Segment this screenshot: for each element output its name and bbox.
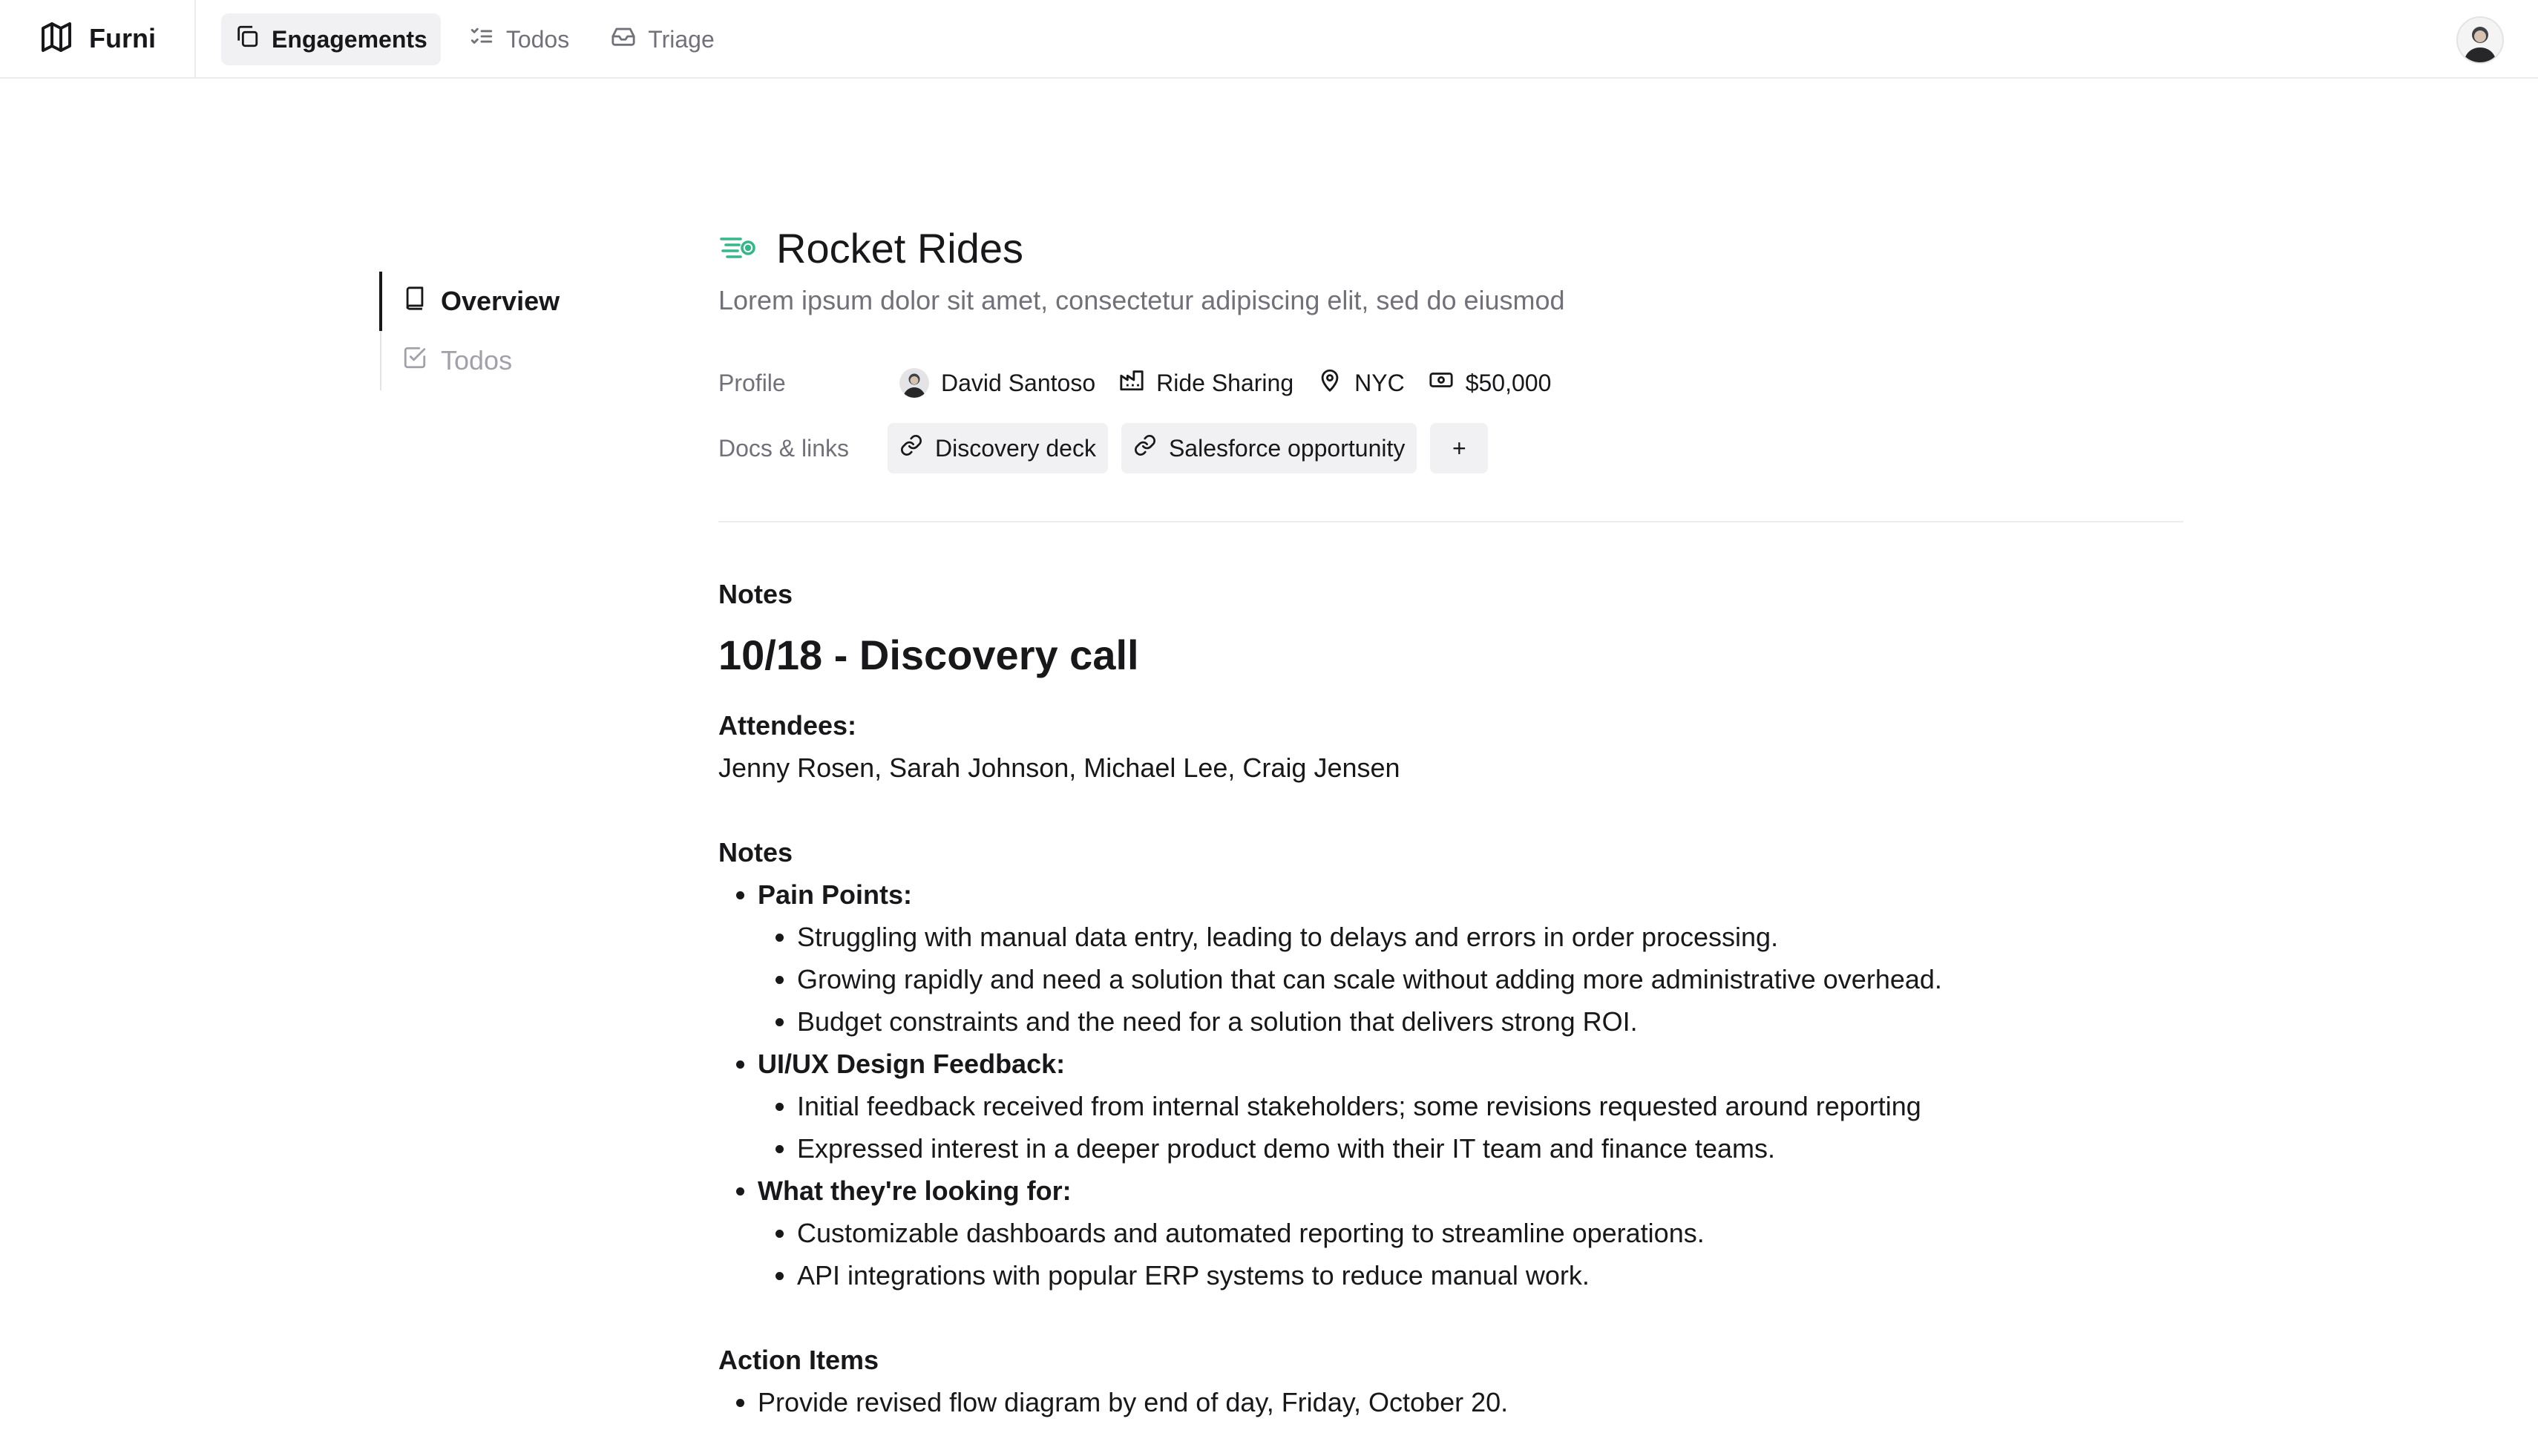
banknote-icon (1429, 367, 1454, 399)
page-sidebar (380, 272, 560, 390)
location-chip[interactable] (1305, 358, 1417, 408)
sidebar-item-todos[interactable] (381, 331, 560, 390)
top-navigation-bar (0, 0, 2538, 79)
map-pin-icon (1317, 367, 1342, 399)
list-item: • API integrations with popular ERP systems to reduce manual work. (797, 1254, 2183, 1296)
profile-properties (888, 358, 1563, 408)
group-title: Pain Points: (758, 879, 913, 910)
square-check-icon (402, 345, 427, 377)
docs-label: Docs & links (718, 434, 850, 462)
user-avatar[interactable] (2456, 16, 2504, 64)
page-subtitle: Lorem ipsum dolor sit amet, consectetur adipiscing elit, sed do eiusmod (718, 285, 1565, 315)
notes-list (718, 873, 2183, 1296)
add-link-button[interactable]: + (1430, 423, 1488, 473)
section-divider (718, 521, 2183, 522)
rocket-speed-icon (718, 232, 757, 265)
attendees-list: Jenny Rosen, Sarah Johnson, Michael Lee, Craig Jensen (718, 752, 1400, 783)
list-item: • Budget constraints and the need for a solution that delivers strong ROI. (797, 1000, 2183, 1043)
action-items-heading: Action Items (718, 1345, 879, 1375)
sidebar-item-label: Todos (441, 345, 513, 376)
owner-name: David Santoso (941, 369, 1096, 396)
link-discovery-deck[interactable] (888, 423, 1108, 473)
notes-heading: 10/18 - Discovery call (718, 632, 1139, 678)
copy-icon (235, 24, 260, 55)
attendees-label: Attendees: (718, 710, 857, 741)
location-value: NYC (1354, 369, 1405, 396)
main-content (718, 220, 2183, 1423)
owner-chip[interactable] (888, 358, 1107, 408)
nav-todos[interactable] (456, 13, 583, 65)
nav-label: Todos (505, 25, 570, 53)
map-icon (39, 19, 74, 59)
group-title: UI/UX Design Feedback: (758, 1049, 1066, 1079)
list-item (758, 1043, 2183, 1170)
nav-label: Triage (648, 25, 715, 53)
list-item: • Struggling with manual data entry, leading to delays and errors in order processing. (797, 916, 2183, 958)
list-item (758, 873, 2183, 1043)
list-item (758, 1170, 2183, 1296)
main-nav (221, 13, 728, 65)
sidebar-item-overview[interactable] (381, 272, 560, 331)
sub-list (758, 1212, 2183, 1296)
app-name: Furni (89, 23, 156, 53)
list-checks-icon (469, 24, 494, 55)
sidebar-item-label: Overview (441, 286, 560, 316)
profile-row (718, 359, 2183, 407)
book-icon (402, 286, 427, 318)
amount-chip[interactable] (1417, 358, 1564, 408)
nav-triage[interactable] (597, 13, 728, 65)
list-item: • Customizable dashboards and automated reporting to streamline operations. (797, 1212, 2183, 1254)
page-title: Rocket Rides (776, 224, 1024, 272)
factory-icon (1119, 367, 1144, 399)
list-item: • Initial feedback received from internal stakeholders; some revisions requested around reporting (797, 1085, 2183, 1127)
brand[interactable] (39, 19, 156, 58)
notes-subheading: Notes (718, 837, 793, 868)
link-icon (899, 433, 923, 463)
link-salesforce-opportunity[interactable] (1121, 423, 1417, 473)
sub-list (758, 916, 2183, 1043)
link-icon (1133, 433, 1157, 463)
amount-value: $50,000 (1465, 369, 1552, 396)
notes-section-label: Notes (718, 579, 793, 609)
industry-value: Ride Sharing (1156, 369, 1294, 396)
action-items-list (718, 1381, 2183, 1423)
page-header (718, 220, 2183, 276)
link-label: Salesforce opportunity (1168, 434, 1406, 462)
docs-links (888, 423, 1488, 473)
sub-list (758, 1085, 2183, 1170)
profile-label: Profile (718, 369, 786, 396)
nav-label: Engagements (272, 25, 427, 53)
inbox-icon (611, 24, 636, 55)
docs-row (718, 424, 2183, 472)
group-title: What they're looking for: (758, 1175, 1072, 1206)
list-item: • Provide revised flow diagram by end of day, Friday, October 20. (758, 1381, 2183, 1423)
owner-avatar (899, 368, 929, 398)
list-item: • Growing rapidly and need a solution that can scale without adding more administrative overhead. (797, 958, 2183, 1000)
nav-engagements[interactable] (221, 13, 441, 65)
notes-editor[interactable] (718, 631, 2183, 1423)
header-divider (194, 0, 196, 77)
link-label: Discovery deck (935, 434, 1096, 462)
list-item: • Expressed interest in a deeper product demo with their IT team and finance teams. (797, 1127, 2183, 1170)
industry-chip[interactable] (1107, 358, 1305, 408)
